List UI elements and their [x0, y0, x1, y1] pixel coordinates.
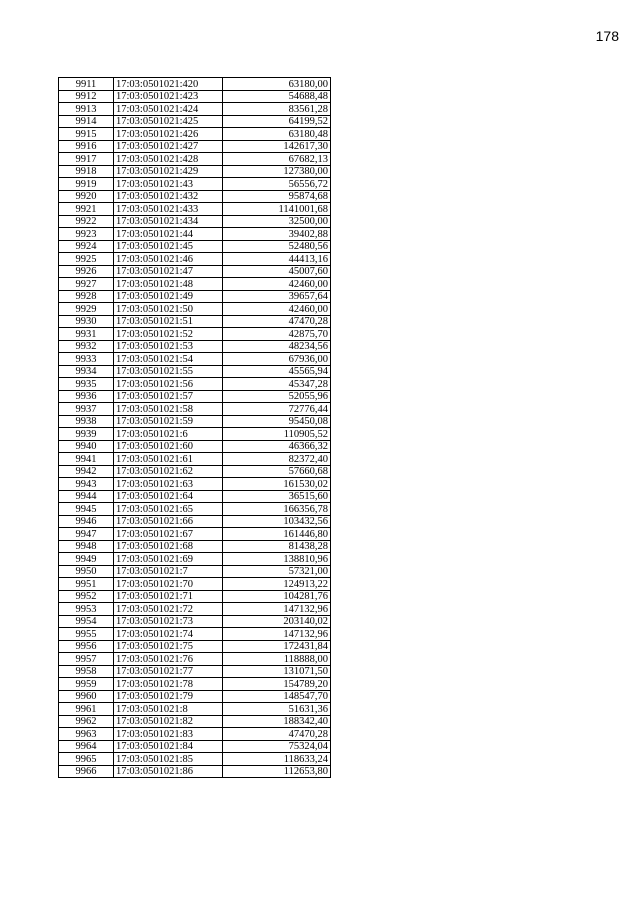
cadastral-number-cell: 17:03:0501021:46	[114, 253, 223, 266]
cadastral-number-cell: 17:03:0501021:58	[114, 403, 223, 416]
cadastral-number-cell: 17:03:0501021:432	[114, 190, 223, 203]
row-number-cell: 9944	[59, 490, 114, 503]
table-row	[59, 490, 331, 503]
cadastral-number-cell: 17:03:0501021:70	[114, 578, 223, 591]
row-number-cell: 9922	[59, 215, 114, 228]
cadastral-number-cell: 17:03:0501021:43	[114, 178, 223, 191]
row-number-cell: 9918	[59, 165, 114, 178]
row-number-cell: 9949	[59, 553, 114, 566]
table-row	[59, 453, 331, 466]
cadastral-value-cell: 36515,60	[223, 490, 331, 503]
cadastral-value-cell: 112653,80	[223, 765, 331, 778]
table-row	[59, 128, 331, 141]
table-row	[59, 478, 331, 491]
row-number-cell: 9921	[59, 203, 114, 216]
cadastral-value-cell: 166356,78	[223, 503, 331, 516]
cadastral-number-cell: 17:03:0501021:69	[114, 553, 223, 566]
table-row	[59, 390, 331, 403]
row-number-cell: 9916	[59, 140, 114, 153]
cadastral-number-cell: 17:03:0501021:47	[114, 265, 223, 278]
row-number-cell: 9915	[59, 128, 114, 141]
row-number-cell: 9956	[59, 640, 114, 653]
cadastral-value-cell: 83561,28	[223, 103, 331, 116]
cadastral-value-cell: 161530,02	[223, 478, 331, 491]
row-number-cell: 9951	[59, 578, 114, 591]
cadastral-number-cell: 17:03:0501021:426	[114, 128, 223, 141]
cadastral-value-cell: 39657,64	[223, 290, 331, 303]
cadastral-value-cell: 63180,00	[223, 78, 331, 91]
row-number-cell: 9931	[59, 328, 114, 341]
cadastral-number-cell: 17:03:0501021:423	[114, 90, 223, 103]
table-row	[59, 328, 331, 341]
cadastral-number-cell: 17:03:0501021:51	[114, 315, 223, 328]
cadastral-number-cell: 17:03:0501021:82	[114, 715, 223, 728]
cadastral-number-cell: 17:03:0501021:49	[114, 290, 223, 303]
cadastral-number-cell: 17:03:0501021:68	[114, 540, 223, 553]
cadastral-value-cell: 67936,00	[223, 353, 331, 366]
row-number-cell: 9961	[59, 703, 114, 716]
cadastral-value-cell: 148547,70	[223, 690, 331, 703]
row-number-cell: 9923	[59, 228, 114, 241]
cadastral-value-cell: 161446,80	[223, 528, 331, 541]
row-number-cell: 9963	[59, 728, 114, 741]
cadastral-value-cell: 48234,56	[223, 340, 331, 353]
table-row	[59, 765, 331, 778]
row-number-cell: 9920	[59, 190, 114, 203]
row-number-cell: 9935	[59, 378, 114, 391]
table-row	[59, 78, 331, 91]
cadastral-number-cell: 17:03:0501021:48	[114, 278, 223, 291]
cadastral-value-cell: 127380,00	[223, 165, 331, 178]
cadastral-number-cell: 17:03:0501021:424	[114, 103, 223, 116]
row-number-cell: 9965	[59, 753, 114, 766]
cadastral-value-cell: 46366,32	[223, 440, 331, 453]
table-row	[59, 578, 331, 591]
cadastral-number-cell: 17:03:0501021:75	[114, 640, 223, 653]
table-row	[59, 178, 331, 191]
row-number-cell: 9954	[59, 615, 114, 628]
table-row	[59, 340, 331, 353]
cadastral-value-cell: 95874,68	[223, 190, 331, 203]
table-row	[59, 403, 331, 416]
cadastral-value-cell: 104281,76	[223, 590, 331, 603]
table-row	[59, 590, 331, 603]
table-row	[59, 115, 331, 128]
table-row	[59, 728, 331, 741]
row-number-cell: 9948	[59, 540, 114, 553]
row-number-cell: 9943	[59, 478, 114, 491]
cadastral-value-cell: 47470,28	[223, 315, 331, 328]
cadastral-number-cell: 17:03:0501021:79	[114, 690, 223, 703]
row-number-cell: 9958	[59, 665, 114, 678]
row-number-cell: 9928	[59, 290, 114, 303]
table-row	[59, 365, 331, 378]
cadastral-number-cell: 17:03:0501021:429	[114, 165, 223, 178]
cadastral-value-cell: 57321,00	[223, 565, 331, 578]
cadastral-number-cell: 17:03:0501021:45	[114, 240, 223, 253]
cadastral-value-cell: 52480,56	[223, 240, 331, 253]
row-number-cell: 9957	[59, 653, 114, 666]
row-number-cell: 9940	[59, 440, 114, 453]
cadastral-value-cell: 67682,13	[223, 153, 331, 166]
cadastral-value-cell: 42460,00	[223, 278, 331, 291]
cadastral-number-cell: 17:03:0501021:86	[114, 765, 223, 778]
cadastral-number-cell: 17:03:0501021:62	[114, 465, 223, 478]
cadastral-value-cell: 147132,96	[223, 603, 331, 616]
cadastral-value-cell: 63180,48	[223, 128, 331, 141]
cadastral-value-cell: 57660,68	[223, 465, 331, 478]
row-number-cell: 9955	[59, 628, 114, 641]
cadastral-number-cell: 17:03:0501021:73	[114, 615, 223, 628]
table-row	[59, 665, 331, 678]
cadastral-number-cell: 17:03:0501021:64	[114, 490, 223, 503]
row-number-cell: 9924	[59, 240, 114, 253]
cadastral-number-cell: 17:03:0501021:63	[114, 478, 223, 491]
row-number-cell: 9925	[59, 253, 114, 266]
table-row	[59, 140, 331, 153]
cadastral-number-cell: 17:03:0501021:77	[114, 665, 223, 678]
cadastral-value-cell: 44413,16	[223, 253, 331, 266]
table-row	[59, 740, 331, 753]
row-number-cell: 9914	[59, 115, 114, 128]
row-number-cell: 9945	[59, 503, 114, 516]
row-number-cell: 9937	[59, 403, 114, 416]
cadastral-number-cell: 17:03:0501021:72	[114, 603, 223, 616]
cadastral-number-cell: 17:03:0501021:85	[114, 753, 223, 766]
cadastral-value-cell: 72776,44	[223, 403, 331, 416]
cadastral-number-cell: 17:03:0501021:56	[114, 378, 223, 391]
row-number-cell: 9959	[59, 678, 114, 691]
row-number-cell: 9919	[59, 178, 114, 191]
row-number-cell: 9929	[59, 303, 114, 316]
table-row	[59, 103, 331, 116]
cadastral-value-cell: 64199,52	[223, 115, 331, 128]
cadastral-value-cell: 110905,52	[223, 428, 331, 441]
table-row	[59, 190, 331, 203]
row-number-cell: 9964	[59, 740, 114, 753]
cadastral-value-cell: 103432,56	[223, 515, 331, 528]
table-row	[59, 153, 331, 166]
row-number-cell: 9934	[59, 365, 114, 378]
cadastral-value-cell: 75324,04	[223, 740, 331, 753]
table-row	[59, 203, 331, 216]
cadastral-number-cell: 17:03:0501021:434	[114, 215, 223, 228]
cadastral-value-table	[58, 77, 331, 778]
cadastral-number-cell: 17:03:0501021:71	[114, 590, 223, 603]
cadastral-value-cell: 45347,28	[223, 378, 331, 391]
table-row	[59, 253, 331, 266]
cadastral-value-cell: 118633,24	[223, 753, 331, 766]
cadastral-value-cell: 203140,02	[223, 615, 331, 628]
table-row	[59, 528, 331, 541]
table-row	[59, 703, 331, 716]
cadastral-number-cell: 17:03:0501021:74	[114, 628, 223, 641]
table-row	[59, 265, 331, 278]
row-number-cell: 9927	[59, 278, 114, 291]
table-row	[59, 278, 331, 291]
row-number-cell: 9950	[59, 565, 114, 578]
cadastral-value-cell: 131071,50	[223, 665, 331, 678]
cadastral-value-cell: 45565,94	[223, 365, 331, 378]
table-row	[59, 228, 331, 241]
cadastral-number-cell: 17:03:0501021:427	[114, 140, 223, 153]
cadastral-number-cell: 17:03:0501021:425	[114, 115, 223, 128]
table-row	[59, 353, 331, 366]
row-number-cell: 9933	[59, 353, 114, 366]
cadastral-value-cell: 56556,72	[223, 178, 331, 191]
cadastral-value-cell: 47470,28	[223, 728, 331, 741]
cadastral-number-cell: 17:03:0501021:53	[114, 340, 223, 353]
table-row	[59, 465, 331, 478]
row-number-cell: 9936	[59, 390, 114, 403]
cadastral-number-cell: 17:03:0501021:54	[114, 353, 223, 366]
table-row	[59, 540, 331, 553]
row-number-cell: 9917	[59, 153, 114, 166]
cadastral-value-cell: 124913,22	[223, 578, 331, 591]
cadastral-value-cell: 138810,96	[223, 553, 331, 566]
cadastral-number-cell: 17:03:0501021:7	[114, 565, 223, 578]
row-number-cell: 9946	[59, 515, 114, 528]
row-number-cell: 9941	[59, 453, 114, 466]
table-row	[59, 440, 331, 453]
table-row	[59, 678, 331, 691]
row-number-cell: 9912	[59, 90, 114, 103]
cadastral-number-cell: 17:03:0501021:60	[114, 440, 223, 453]
table-row	[59, 603, 331, 616]
table-row	[59, 415, 331, 428]
cadastral-value-cell: 142617,30	[223, 140, 331, 153]
cadastral-value-cell: 188342,40	[223, 715, 331, 728]
cadastral-value-cell: 42460,00	[223, 303, 331, 316]
cadastral-value-cell: 1141001,68	[223, 203, 331, 216]
row-number-cell: 9911	[59, 78, 114, 91]
cadastral-value-cell: 154789,20	[223, 678, 331, 691]
row-number-cell: 9939	[59, 428, 114, 441]
table-row	[59, 628, 331, 641]
table-row	[59, 378, 331, 391]
cadastral-number-cell: 17:03:0501021:428	[114, 153, 223, 166]
table-row	[59, 290, 331, 303]
table-row	[59, 653, 331, 666]
cadastral-number-cell: 17:03:0501021:6	[114, 428, 223, 441]
cadastral-value-cell: 45007,60	[223, 265, 331, 278]
row-number-cell: 9913	[59, 103, 114, 116]
cadastral-number-cell: 17:03:0501021:67	[114, 528, 223, 541]
cadastral-number-cell: 17:03:0501021:78	[114, 678, 223, 691]
row-number-cell: 9926	[59, 265, 114, 278]
cadastral-value-cell: 39402,88	[223, 228, 331, 241]
cadastral-number-cell: 17:03:0501021:83	[114, 728, 223, 741]
row-number-cell: 9930	[59, 315, 114, 328]
cadastral-value-cell: 147132,96	[223, 628, 331, 641]
row-number-cell: 9962	[59, 715, 114, 728]
row-number-cell: 9947	[59, 528, 114, 541]
cadastral-number-cell: 17:03:0501021:65	[114, 503, 223, 516]
table-row	[59, 240, 331, 253]
table-row	[59, 690, 331, 703]
cadastral-number-cell: 17:03:0501021:50	[114, 303, 223, 316]
cadastral-value-cell: 82372,40	[223, 453, 331, 466]
table-row	[59, 615, 331, 628]
cadastral-number-cell: 17:03:0501021:420	[114, 78, 223, 91]
row-number-cell: 9960	[59, 690, 114, 703]
table-row	[59, 303, 331, 316]
cadastral-value-cell: 54688,48	[223, 90, 331, 103]
cadastral-number-cell: 17:03:0501021:433	[114, 203, 223, 216]
row-number-cell: 9966	[59, 765, 114, 778]
cadastral-number-cell: 17:03:0501021:66	[114, 515, 223, 528]
cadastral-value-cell: 52055,96	[223, 390, 331, 403]
cadastral-value-cell: 172431,84	[223, 640, 331, 653]
table-row	[59, 315, 331, 328]
cadastral-number-cell: 17:03:0501021:61	[114, 453, 223, 466]
cadastral-number-cell: 17:03:0501021:57	[114, 390, 223, 403]
row-number-cell: 9938	[59, 415, 114, 428]
table-row	[59, 90, 331, 103]
cadastral-number-cell: 17:03:0501021:52	[114, 328, 223, 341]
cadastral-number-cell: 17:03:0501021:55	[114, 365, 223, 378]
table-row	[59, 428, 331, 441]
table-row	[59, 553, 331, 566]
cadastral-value-cell: 95450,08	[223, 415, 331, 428]
table-row	[59, 640, 331, 653]
table-body	[59, 78, 331, 778]
cadastral-value-cell: 32500,00	[223, 215, 331, 228]
cadastral-value-cell: 51631,36	[223, 703, 331, 716]
cadastral-number-cell: 17:03:0501021:59	[114, 415, 223, 428]
cadastral-number-cell: 17:03:0501021:44	[114, 228, 223, 241]
cadastral-number-cell: 17:03:0501021:76	[114, 653, 223, 666]
table-row	[59, 503, 331, 516]
page-number: 178	[595, 28, 619, 44]
cadastral-value-cell: 42875,70	[223, 328, 331, 341]
table-row	[59, 565, 331, 578]
row-number-cell: 9932	[59, 340, 114, 353]
row-number-cell: 9942	[59, 465, 114, 478]
cadastral-value-cell: 118888,00	[223, 653, 331, 666]
cadastral-number-cell: 17:03:0501021:8	[114, 703, 223, 716]
table-row	[59, 215, 331, 228]
cadastral-number-cell: 17:03:0501021:84	[114, 740, 223, 753]
table-row	[59, 515, 331, 528]
table-row	[59, 715, 331, 728]
row-number-cell: 9953	[59, 603, 114, 616]
cadastral-value-cell: 81438,28	[223, 540, 331, 553]
table-row	[59, 753, 331, 766]
row-number-cell: 9952	[59, 590, 114, 603]
table-row	[59, 165, 331, 178]
